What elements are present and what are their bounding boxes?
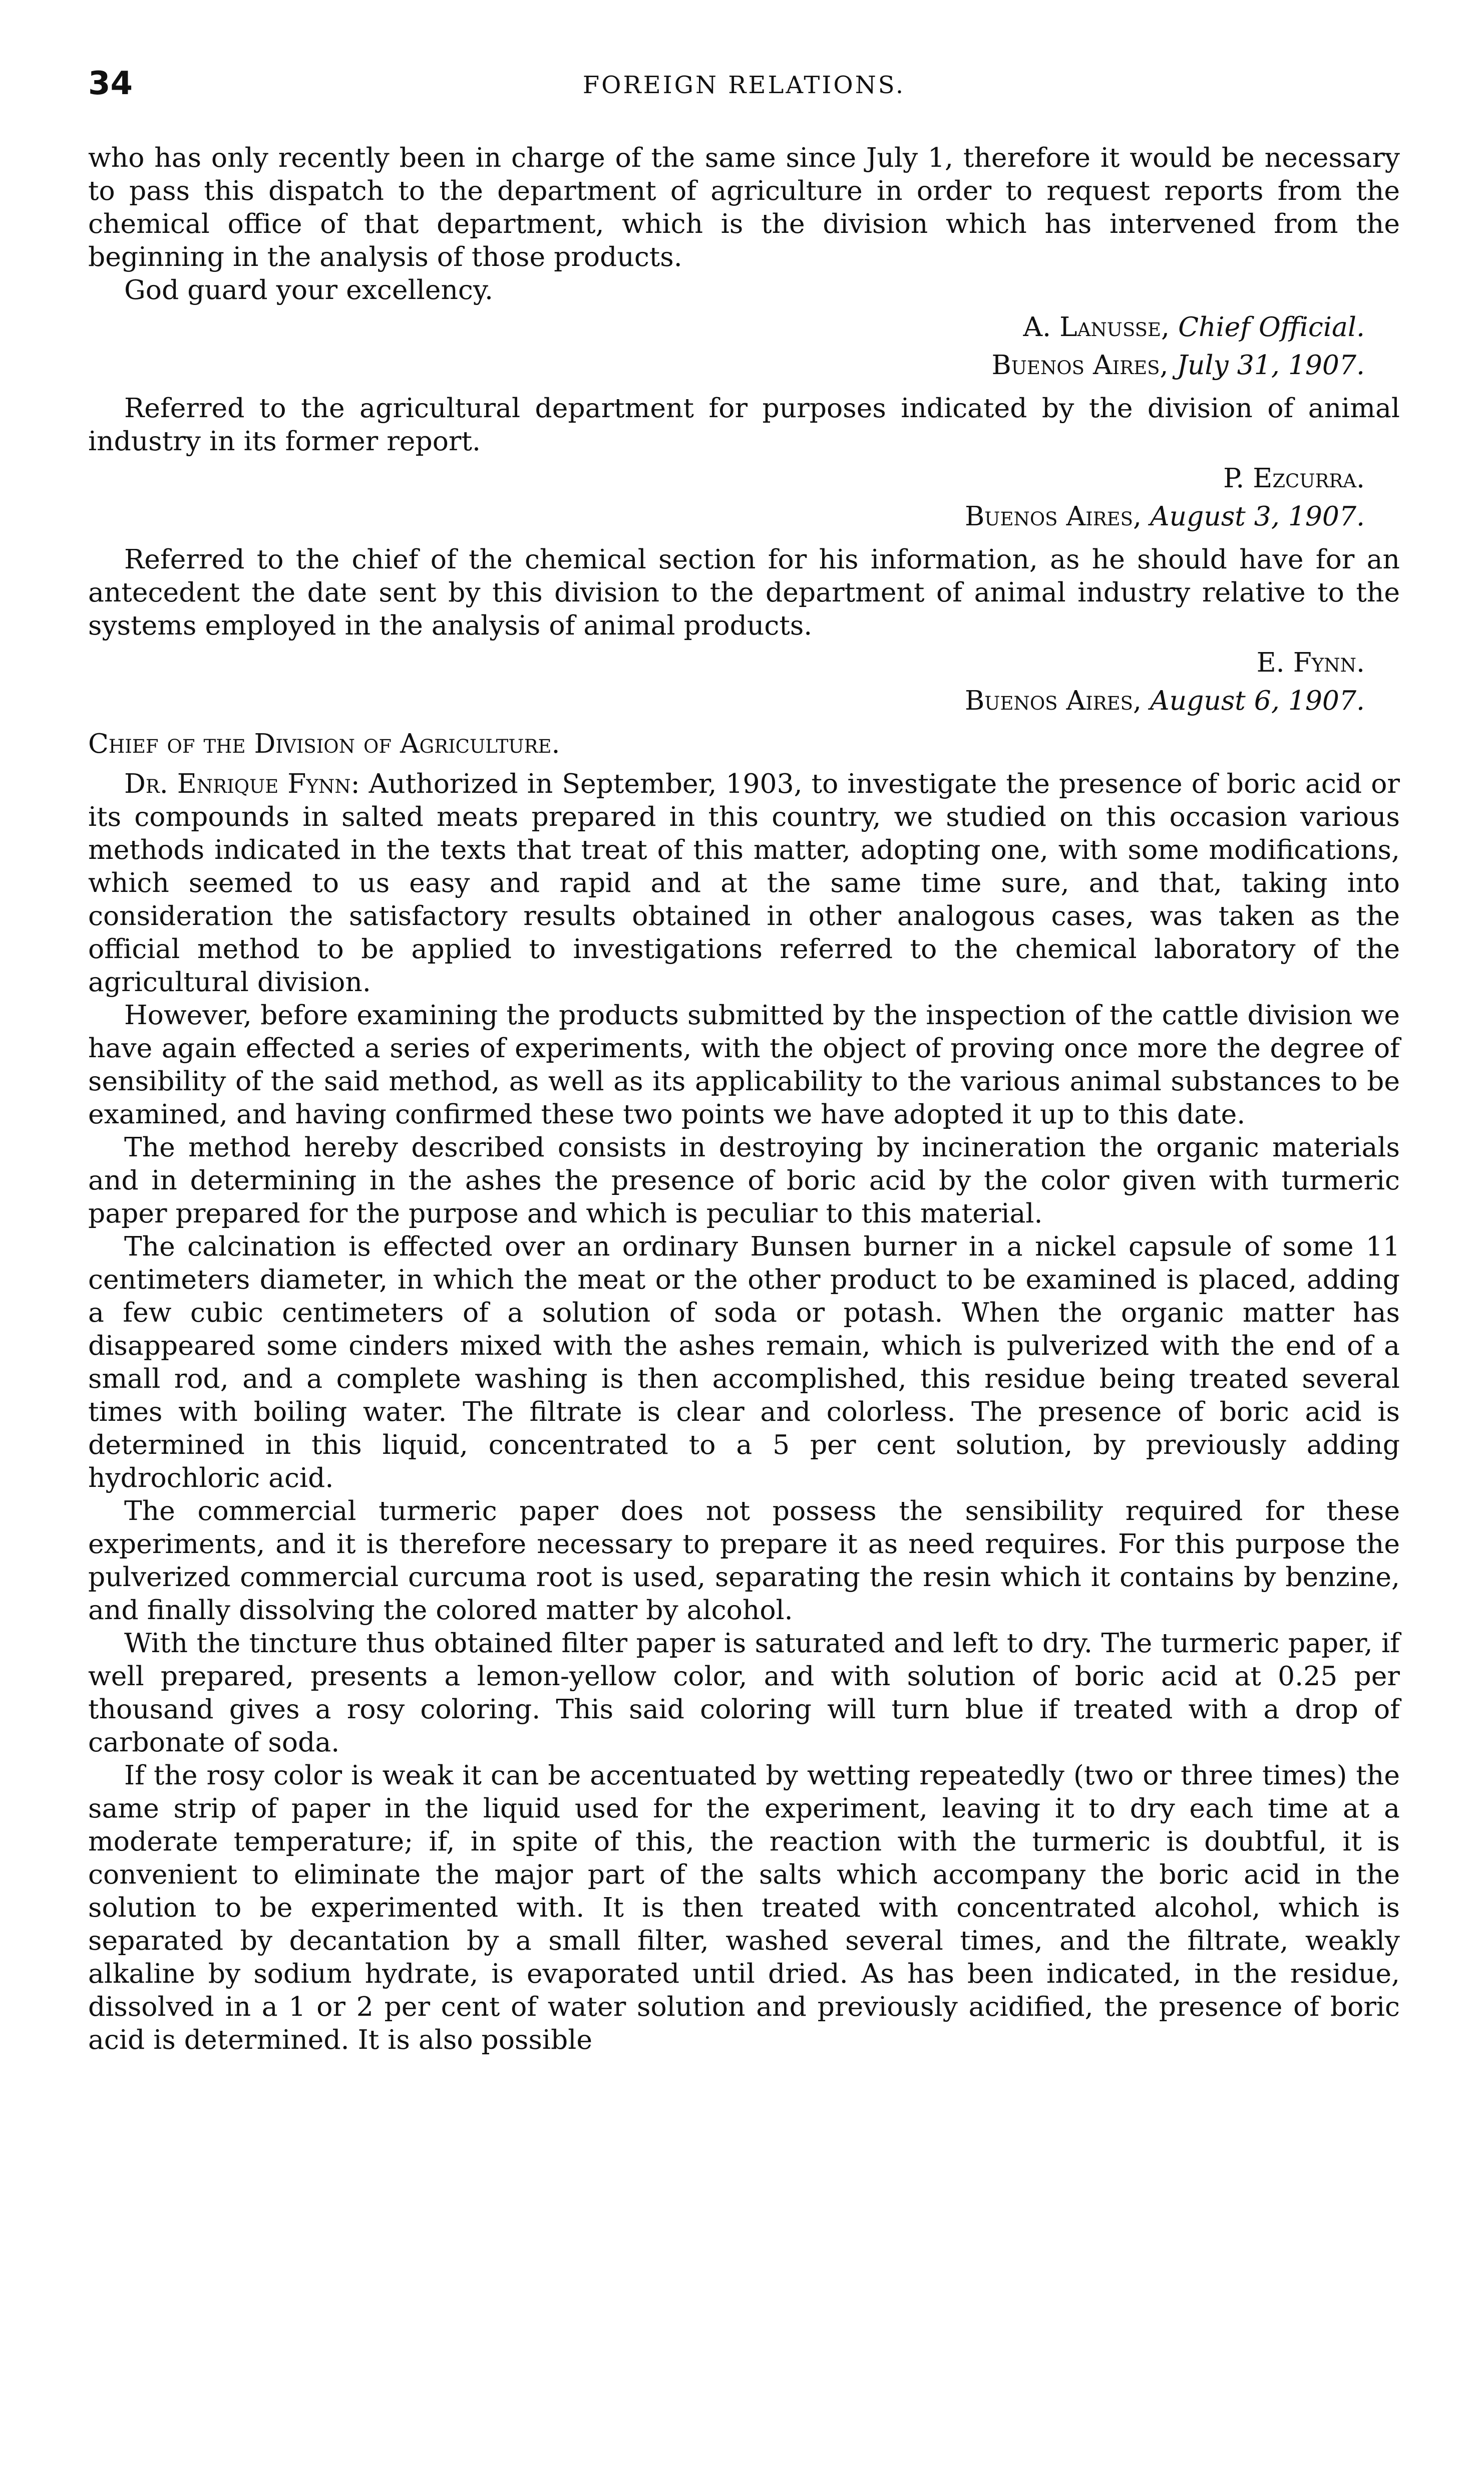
page-header bbox=[88, 65, 1400, 105]
paragraph-8: The calcination is effected over an ordinary Bunsen burner in a nickel capsule of some 11 centimeters diameter, in which the meat or the other product to be examined is placed, adding a few cubic centimeters of a solution of soda or potash. When the organic matter has disappeared some cinders mixed with the ashes remain, which is pulverized with the end of a small rod, and a complete washing is then accomplished, this residue being treated several times with boiling water. The filtrate is clear and colorless. The presence of boric acid is determined in this liquid, concentrated to a 5 per cent solution, by previously adding hydrochloric acid. bbox=[88, 1230, 1400, 1493]
signature-2-name: P. Ezcurra. bbox=[1223, 462, 1365, 494]
addressee-line: Chief of the Division of Agriculture. bbox=[88, 728, 560, 759]
dateline-1 bbox=[88, 349, 1365, 382]
paragraph-4: Referred to the chief of the chemical section for his information, as he should have for an antecedent the date sent by this division to the department of animal industry relative to the systems employed in the analysis of animal products. bbox=[88, 543, 1400, 641]
signature-3 bbox=[88, 646, 1365, 679]
signature-3-name: E. Fynn. bbox=[1256, 647, 1365, 678]
page-body bbox=[88, 141, 1400, 2056]
paragraph-9: The commercial turmeric paper does not possess the sensibility required for these experiments, and it is therefore necessary to prepare it as need requires. For this purpose the pulverized commercial curcuma root is used, separating the resin which it contains by benzine, and finally dissolving the colored matter by alcohol. bbox=[88, 1495, 1400, 1626]
salutation: Dr. Enrique Fynn: bbox=[124, 768, 360, 799]
dateline-3-place: Buenos Aires, bbox=[964, 685, 1142, 716]
signature-2 bbox=[88, 462, 1365, 495]
paragraph-11: If the rosy color is weak it can be accentuated by wetting repeatedly (two or three times) the same strip of paper in the liquid used for the experiment, leaving it to dry each time at a moderate temperature; if, in spite of this, the reaction with the turmeric is doubtful, it is convenient to eliminate the major part of the salts which accompany the boric acid in the solution to be experimented with. It is then treated with concentrated alcohol, which is separated by decantation by a small filter, washed several times, and the filtrate, weakly alkaline by sodium hydrate, is evaporated until dried. As has been indicated, in the residue, dissolved in a 1 or 2 per cent of water solution and previously acidified, the presence of boric acid is determined. It is also possible bbox=[88, 1759, 1400, 2055]
signature-1 bbox=[88, 311, 1365, 344]
paragraph-10: With the tincture thus obtained filter paper is saturated and left to dry. The turmeric paper, if well prepared, presents a lemon-yellow color, and with solution of boric acid at 0.25 per thousand gives a rosy coloring. This said coloring will turn blue if treated with a drop of carbonate of soda. bbox=[88, 1627, 1400, 1758]
signature-1-name: A. Lanusse, bbox=[1023, 311, 1170, 343]
paragraph-3: Referred to the agricultural department for purposes indicated by the division of animal industry in its former report. bbox=[88, 392, 1400, 457]
paragraph-2: God guard your excellency. bbox=[124, 274, 493, 305]
dateline-1-date: July 31, 1907. bbox=[1177, 349, 1365, 381]
dateline-2-date: August 3, 1907. bbox=[1150, 500, 1365, 532]
running-title: FOREIGN RELATIONS. bbox=[582, 71, 906, 99]
dateline-1-place: Buenos Aires, bbox=[991, 349, 1169, 381]
dateline-3-date: August 6, 1907. bbox=[1150, 685, 1365, 716]
paragraph-1: who has only recently been in charge of the same since July 1, therefore it would be necessary to pass this dispatch to the department of agriculture in order to request reports from the chemical office of that department, which is the division which has intervened from the beginning in the analysis of those products. bbox=[88, 142, 1400, 272]
paragraph-6: However, before examining the products submitted by the inspection of the cattle division we have again effected a series of experiments, with the object of proving once more the degree of sensibility of the said method, as well as its applicability to the various animal substances to be examined, and having confirmed these two points we have adopted it up to this date. bbox=[88, 999, 1400, 1130]
paragraph-5-text: Authorized in September, 1903, to investigate the presence of boric acid or its compounds in salted meats prepared in this country, we studied on this occasion various methods indicated in the texts that treat of this matter, adopting one, with some modifications, which seemed to us easy and rapid and at the same time sure, and that, taking into consideration the satisfactory results obtained in other analogous cases, was taken as the official method to be applied to investigations referred to the chemical laboratory of the agricultural division. bbox=[88, 768, 1400, 998]
dateline-2-place: Buenos Aires, bbox=[964, 500, 1142, 532]
paragraph-7: The method hereby described consists in destroying by incineration the organic materials and in determining in the ashes the presence of boric acid by the color given with turmeric paper prepared for the purpose and which is peculiar to this material. bbox=[88, 1131, 1400, 1229]
dateline-3 bbox=[88, 684, 1365, 717]
dateline-2 bbox=[88, 500, 1365, 533]
signature-1-title: Chief Official. bbox=[1178, 311, 1365, 343]
page-number: 34 bbox=[88, 65, 133, 102]
paragraph-5 bbox=[88, 767, 1400, 999]
